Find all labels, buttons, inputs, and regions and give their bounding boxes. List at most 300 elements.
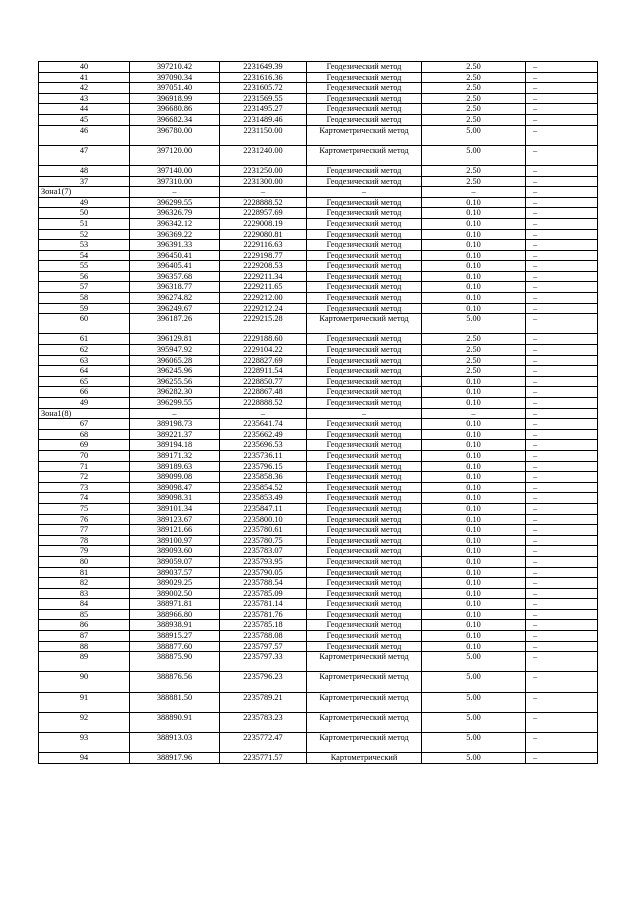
coordinates-table-sheet bbox=[38, 61, 597, 764]
method-cell: Геодезический метод bbox=[307, 197, 422, 208]
point-number-cell: 66 bbox=[39, 387, 130, 398]
y-coordinate-cell: 2235783.23 bbox=[220, 712, 307, 732]
table-row bbox=[39, 261, 598, 272]
method-cell: Геодезический метод bbox=[307, 609, 422, 620]
y-coordinate-cell: 2229080.81 bbox=[220, 229, 307, 240]
accuracy-cell: 2.50 bbox=[422, 72, 526, 83]
table-row bbox=[39, 692, 598, 712]
method-cell: Картометрический метод bbox=[307, 314, 422, 334]
point-number-cell: 49 bbox=[39, 398, 130, 409]
note-cell: – bbox=[526, 218, 598, 229]
y-coordinate-cell: 2228911.54 bbox=[220, 366, 307, 377]
note-cell: – bbox=[526, 535, 598, 546]
accuracy-cell: 0.10 bbox=[422, 525, 526, 536]
table-row bbox=[39, 93, 598, 104]
note-cell: – bbox=[526, 556, 598, 567]
table-row bbox=[39, 334, 598, 345]
table-row bbox=[39, 314, 598, 334]
method-cell: Геодезический метод bbox=[307, 250, 422, 261]
table-row bbox=[39, 208, 598, 219]
x-coordinate-cell: 389059.07 bbox=[130, 556, 220, 567]
note-cell: – bbox=[526, 282, 598, 293]
method-cell: Геодезический метод bbox=[307, 525, 422, 536]
table-row bbox=[39, 114, 598, 125]
accuracy-cell: 0.10 bbox=[422, 419, 526, 430]
accuracy-cell: 5.00 bbox=[422, 145, 526, 165]
method-cell: Геодезический метод bbox=[307, 114, 422, 125]
y-coordinate-cell: 2235793.95 bbox=[220, 556, 307, 567]
point-number-cell: 81 bbox=[39, 567, 130, 578]
point-number-cell: 88 bbox=[39, 641, 130, 652]
point-number-cell: 41 bbox=[39, 72, 130, 83]
x-coordinate-cell: 396357.68 bbox=[130, 271, 220, 282]
point-number-cell: 65 bbox=[39, 376, 130, 387]
method-cell: Картометрический метод bbox=[307, 652, 422, 672]
note-cell: – bbox=[526, 176, 598, 187]
table-row bbox=[39, 753, 598, 764]
coordinates-table bbox=[38, 61, 598, 764]
x-coordinate-cell: 396682.34 bbox=[130, 114, 220, 125]
note-cell: – bbox=[526, 609, 598, 620]
point-number-cell: 86 bbox=[39, 620, 130, 631]
y-coordinate-cell: 2235785.09 bbox=[220, 588, 307, 599]
point-number-cell: 52 bbox=[39, 229, 130, 240]
x-coordinate-cell: 388917.96 bbox=[130, 753, 220, 764]
point-number-cell: 37 bbox=[39, 176, 130, 187]
table-row bbox=[39, 83, 598, 94]
note-cell: – bbox=[526, 620, 598, 631]
accuracy-cell: 0.10 bbox=[422, 556, 526, 567]
table-row bbox=[39, 712, 598, 732]
y-coordinate-cell: 2228850.77 bbox=[220, 376, 307, 387]
zone-header-row bbox=[39, 408, 598, 419]
accuracy-cell: 0.10 bbox=[422, 503, 526, 514]
y-coordinate-cell: 2231649.39 bbox=[220, 62, 307, 73]
table-row bbox=[39, 588, 598, 599]
x-coordinate-cell: 389099.08 bbox=[130, 472, 220, 483]
y-coordinate-cell: 2228827.69 bbox=[220, 355, 307, 366]
point-number-cell: 93 bbox=[39, 733, 130, 753]
y-coordinate-cell: 2235800.10 bbox=[220, 514, 307, 525]
x-coordinate-cell: 389171.32 bbox=[130, 450, 220, 461]
accuracy-cell: 5.00 bbox=[422, 652, 526, 672]
accuracy-cell: 2.50 bbox=[422, 62, 526, 73]
y-coordinate-cell: 2229008.19 bbox=[220, 218, 307, 229]
method-cell: Геодезический метод bbox=[307, 387, 422, 398]
note-cell: – bbox=[526, 429, 598, 440]
accuracy-cell: 0.10 bbox=[422, 261, 526, 272]
point-number-cell: 58 bbox=[39, 293, 130, 304]
accuracy-cell: 0.10 bbox=[422, 250, 526, 261]
y-coordinate-cell: 2235847.11 bbox=[220, 503, 307, 514]
method-cell: Геодезический метод bbox=[307, 345, 422, 356]
point-number-cell: 44 bbox=[39, 104, 130, 115]
table-row bbox=[39, 355, 598, 366]
x-coordinate-cell: 389189.63 bbox=[130, 461, 220, 472]
accuracy-cell: 0.10 bbox=[422, 376, 526, 387]
point-number-cell: 79 bbox=[39, 546, 130, 557]
point-number-cell: 62 bbox=[39, 345, 130, 356]
point-number-cell: 71 bbox=[39, 461, 130, 472]
note-cell: – bbox=[526, 672, 598, 692]
x-coordinate-cell: 396326.79 bbox=[130, 208, 220, 219]
note-cell: – bbox=[526, 145, 598, 165]
point-number-cell: 67 bbox=[39, 419, 130, 430]
method-cell: Геодезический метод bbox=[307, 493, 422, 504]
x-coordinate-cell: 396299.55 bbox=[130, 398, 220, 409]
table-row bbox=[39, 62, 598, 73]
x-coordinate-cell: 388966.80 bbox=[130, 609, 220, 620]
method-cell: – bbox=[307, 187, 422, 198]
accuracy-cell: 0.10 bbox=[422, 218, 526, 229]
table-row bbox=[39, 514, 598, 525]
accuracy-cell: 0.10 bbox=[422, 197, 526, 208]
y-coordinate-cell: 2235797.33 bbox=[220, 652, 307, 672]
note-cell: – bbox=[526, 493, 598, 504]
note-cell: – bbox=[526, 733, 598, 753]
method-cell: Геодезический метод bbox=[307, 176, 422, 187]
point-number-cell: 92 bbox=[39, 712, 130, 732]
y-coordinate-cell: 2231495.27 bbox=[220, 104, 307, 115]
table-row bbox=[39, 567, 598, 578]
x-coordinate-cell: 389002.50 bbox=[130, 588, 220, 599]
note-cell: – bbox=[526, 314, 598, 334]
point-number-cell: 89 bbox=[39, 652, 130, 672]
point-number-cell: 64 bbox=[39, 366, 130, 377]
x-coordinate-cell: 388875.90 bbox=[130, 652, 220, 672]
table-row bbox=[39, 482, 598, 493]
table-row bbox=[39, 293, 598, 304]
x-coordinate-cell: 388915.27 bbox=[130, 631, 220, 642]
point-number-cell: 53 bbox=[39, 240, 130, 251]
note-cell: – bbox=[526, 303, 598, 314]
accuracy-cell: 5.00 bbox=[422, 125, 526, 145]
x-coordinate-cell: 388938.91 bbox=[130, 620, 220, 631]
point-number-cell: Зона1(7) bbox=[39, 187, 130, 198]
y-coordinate-cell: 2231240.00 bbox=[220, 145, 307, 165]
point-number-cell: 74 bbox=[39, 493, 130, 504]
point-number-cell: 75 bbox=[39, 503, 130, 514]
accuracy-cell: 0.10 bbox=[422, 282, 526, 293]
x-coordinate-cell: 388971.81 bbox=[130, 599, 220, 610]
table-row bbox=[39, 556, 598, 567]
accuracy-cell: 2.50 bbox=[422, 334, 526, 345]
accuracy-cell: 5.00 bbox=[422, 753, 526, 764]
table-row bbox=[39, 609, 598, 620]
accuracy-cell: 0.10 bbox=[422, 450, 526, 461]
x-coordinate-cell: 388913.03 bbox=[130, 733, 220, 753]
accuracy-cell: 0.10 bbox=[422, 620, 526, 631]
point-number-cell: 42 bbox=[39, 83, 130, 94]
y-coordinate-cell: 2231569.55 bbox=[220, 93, 307, 104]
accuracy-cell: 5.00 bbox=[422, 733, 526, 753]
table-row bbox=[39, 599, 598, 610]
note-cell: – bbox=[526, 366, 598, 377]
y-coordinate-cell: 2235796.23 bbox=[220, 672, 307, 692]
accuracy-cell: 0.10 bbox=[422, 482, 526, 493]
y-coordinate-cell: 2229211.65 bbox=[220, 282, 307, 293]
table-row bbox=[39, 419, 598, 430]
method-cell: Геодезический метод bbox=[307, 303, 422, 314]
y-coordinate-cell: 2235736.11 bbox=[220, 450, 307, 461]
table-row bbox=[39, 535, 598, 546]
method-cell: Геодезический метод bbox=[307, 398, 422, 409]
method-cell: Геодезический метод bbox=[307, 293, 422, 304]
x-coordinate-cell: 396249.67 bbox=[130, 303, 220, 314]
method-cell: Геодезический метод bbox=[307, 218, 422, 229]
x-coordinate-cell: 388877.60 bbox=[130, 641, 220, 652]
note-cell: – bbox=[526, 62, 598, 73]
note-cell: – bbox=[526, 578, 598, 589]
point-number-cell: 69 bbox=[39, 440, 130, 451]
method-cell: Картометрический метод bbox=[307, 733, 422, 753]
table-row bbox=[39, 303, 598, 314]
note-cell: – bbox=[526, 398, 598, 409]
accuracy-cell: 5.00 bbox=[422, 672, 526, 692]
y-coordinate-cell: 2235783.07 bbox=[220, 546, 307, 557]
y-coordinate-cell: 2235780.75 bbox=[220, 535, 307, 546]
x-coordinate-cell: 396780.00 bbox=[130, 125, 220, 145]
accuracy-cell: 0.10 bbox=[422, 271, 526, 282]
note-cell: – bbox=[526, 334, 598, 345]
coordinates-table-body bbox=[39, 62, 598, 764]
note-cell: – bbox=[526, 355, 598, 366]
method-cell: Геодезический метод bbox=[307, 440, 422, 451]
table-row bbox=[39, 240, 598, 251]
y-coordinate-cell: 2229208.53 bbox=[220, 261, 307, 272]
y-coordinate-cell: 2228957.69 bbox=[220, 208, 307, 219]
note-cell: – bbox=[526, 83, 598, 94]
table-row bbox=[39, 440, 598, 451]
accuracy-cell: 0.10 bbox=[422, 609, 526, 620]
x-coordinate-cell: – bbox=[130, 408, 220, 419]
method-cell: Геодезический метод bbox=[307, 355, 422, 366]
note-cell: – bbox=[526, 450, 598, 461]
method-cell: Геодезический метод bbox=[307, 556, 422, 567]
note-cell: – bbox=[526, 345, 598, 356]
point-number-cell: 55 bbox=[39, 261, 130, 272]
method-cell: Геодезический метод bbox=[307, 261, 422, 272]
method-cell: Геодезический метод bbox=[307, 588, 422, 599]
y-coordinate-cell: 2235641.74 bbox=[220, 419, 307, 430]
table-row bbox=[39, 672, 598, 692]
note-cell: – bbox=[526, 482, 598, 493]
note-cell: – bbox=[526, 240, 598, 251]
note-cell: – bbox=[526, 753, 598, 764]
x-coordinate-cell: 396342.12 bbox=[130, 218, 220, 229]
x-coordinate-cell: 389194.18 bbox=[130, 440, 220, 451]
note-cell: – bbox=[526, 419, 598, 430]
method-cell: Картометрический метод bbox=[307, 672, 422, 692]
y-coordinate-cell: 2228867.48 bbox=[220, 387, 307, 398]
note-cell: – bbox=[526, 525, 598, 536]
x-coordinate-cell: 396391.33 bbox=[130, 240, 220, 251]
accuracy-cell: 5.00 bbox=[422, 712, 526, 732]
accuracy-cell: 2.50 bbox=[422, 165, 526, 176]
table-row bbox=[39, 398, 598, 409]
y-coordinate-cell: 2235797.57 bbox=[220, 641, 307, 652]
accuracy-cell: 0.10 bbox=[422, 588, 526, 599]
method-cell: Геодезический метод bbox=[307, 472, 422, 483]
y-coordinate-cell: 2235854.52 bbox=[220, 482, 307, 493]
method-cell: Геодезический метод bbox=[307, 104, 422, 115]
method-cell: Геодезический метод bbox=[307, 334, 422, 345]
x-coordinate-cell: 396680.86 bbox=[130, 104, 220, 115]
method-cell: Геодезический метод bbox=[307, 229, 422, 240]
accuracy-cell: 0.10 bbox=[422, 461, 526, 472]
x-coordinate-cell: 389123.67 bbox=[130, 514, 220, 525]
x-coordinate-cell: 396318.77 bbox=[130, 282, 220, 293]
method-cell: Геодезический метод bbox=[307, 641, 422, 652]
method-cell: Геодезический метод bbox=[307, 482, 422, 493]
note-cell: – bbox=[526, 503, 598, 514]
y-coordinate-cell: 2229188.60 bbox=[220, 334, 307, 345]
point-number-cell: 61 bbox=[39, 334, 130, 345]
accuracy-cell: 0.10 bbox=[422, 303, 526, 314]
point-number-cell: 91 bbox=[39, 692, 130, 712]
table-row bbox=[39, 271, 598, 282]
x-coordinate-cell: 397090.34 bbox=[130, 72, 220, 83]
accuracy-cell: – bbox=[422, 408, 526, 419]
point-number-cell: 40 bbox=[39, 62, 130, 73]
x-coordinate-cell: 397051.40 bbox=[130, 83, 220, 94]
point-number-cell: 50 bbox=[39, 208, 130, 219]
accuracy-cell: 0.10 bbox=[422, 229, 526, 240]
note-cell: – bbox=[526, 652, 598, 672]
note-cell: – bbox=[526, 692, 598, 712]
y-coordinate-cell: 2235696.53 bbox=[220, 440, 307, 451]
y-coordinate-cell: 2235780.61 bbox=[220, 525, 307, 536]
point-number-cell: 87 bbox=[39, 631, 130, 642]
note-cell: – bbox=[526, 271, 598, 282]
accuracy-cell: 0.10 bbox=[422, 472, 526, 483]
method-cell: Картометрический метод bbox=[307, 145, 422, 165]
point-number-cell: 94 bbox=[39, 753, 130, 764]
note-cell: – bbox=[526, 567, 598, 578]
table-row bbox=[39, 176, 598, 187]
x-coordinate-cell: 389093.60 bbox=[130, 546, 220, 557]
point-number-cell: 56 bbox=[39, 271, 130, 282]
note-cell: – bbox=[526, 104, 598, 115]
x-coordinate-cell: 389029.25 bbox=[130, 578, 220, 589]
note-cell: – bbox=[526, 514, 598, 525]
point-number-cell: 48 bbox=[39, 165, 130, 176]
point-number-cell: 84 bbox=[39, 599, 130, 610]
method-cell: Геодезический метод bbox=[307, 83, 422, 94]
point-number-cell: 60 bbox=[39, 314, 130, 334]
note-cell: – bbox=[526, 261, 598, 272]
y-coordinate-cell: 2235785.18 bbox=[220, 620, 307, 631]
point-number-cell: 54 bbox=[39, 250, 130, 261]
method-cell: Картометрический метод bbox=[307, 125, 422, 145]
x-coordinate-cell: 396187.26 bbox=[130, 314, 220, 334]
x-coordinate-cell: 389198.73 bbox=[130, 419, 220, 430]
point-number-cell: 57 bbox=[39, 282, 130, 293]
point-number-cell: 72 bbox=[39, 472, 130, 483]
point-number-cell: 85 bbox=[39, 609, 130, 620]
y-coordinate-cell: 2229104.22 bbox=[220, 345, 307, 356]
y-coordinate-cell: 2229211.34 bbox=[220, 271, 307, 282]
point-number-cell: 51 bbox=[39, 218, 130, 229]
y-coordinate-cell: – bbox=[220, 187, 307, 198]
accuracy-cell: 0.10 bbox=[422, 398, 526, 409]
point-number-cell: 73 bbox=[39, 482, 130, 493]
table-row bbox=[39, 218, 598, 229]
y-coordinate-cell: 2231605.72 bbox=[220, 83, 307, 94]
y-coordinate-cell: 2235796.15 bbox=[220, 461, 307, 472]
method-cell: Геодезический метод bbox=[307, 240, 422, 251]
accuracy-cell: 0.10 bbox=[422, 567, 526, 578]
accuracy-cell: 0.10 bbox=[422, 240, 526, 251]
method-cell: Геодезический метод bbox=[307, 62, 422, 73]
method-cell: Геодезический метод bbox=[307, 546, 422, 557]
method-cell: Картометрический метод bbox=[307, 692, 422, 712]
table-row bbox=[39, 376, 598, 387]
method-cell: Геодезический метод bbox=[307, 72, 422, 83]
accuracy-cell: 0.10 bbox=[422, 535, 526, 546]
x-coordinate-cell: 396369.22 bbox=[130, 229, 220, 240]
note-cell: – bbox=[526, 93, 598, 104]
y-coordinate-cell: 2235772.47 bbox=[220, 733, 307, 753]
y-coordinate-cell: 2235771.57 bbox=[220, 753, 307, 764]
x-coordinate-cell: 389037.57 bbox=[130, 567, 220, 578]
note-cell: – bbox=[526, 387, 598, 398]
y-coordinate-cell: 2231300.00 bbox=[220, 176, 307, 187]
table-row bbox=[39, 525, 598, 536]
note-cell: – bbox=[526, 546, 598, 557]
accuracy-cell: – bbox=[422, 187, 526, 198]
table-row bbox=[39, 165, 598, 176]
accuracy-cell: 2.50 bbox=[422, 345, 526, 356]
table-row bbox=[39, 229, 598, 240]
x-coordinate-cell: 396405.41 bbox=[130, 261, 220, 272]
point-number-cell: Зона1(8) bbox=[39, 408, 130, 419]
y-coordinate-cell: 2228888.52 bbox=[220, 197, 307, 208]
point-number-cell: 45 bbox=[39, 114, 130, 125]
note-cell: – bbox=[526, 376, 598, 387]
method-cell: Геодезический метод bbox=[307, 93, 422, 104]
method-cell: Геодезический метод bbox=[307, 271, 422, 282]
method-cell: Геодезический метод bbox=[307, 514, 422, 525]
x-coordinate-cell: 397120.00 bbox=[130, 145, 220, 165]
table-row bbox=[39, 620, 598, 631]
y-coordinate-cell: 2229198.77 bbox=[220, 250, 307, 261]
y-coordinate-cell: 2229215.28 bbox=[220, 314, 307, 334]
table-row bbox=[39, 429, 598, 440]
y-coordinate-cell: 2231489.46 bbox=[220, 114, 307, 125]
x-coordinate-cell: 389121.66 bbox=[130, 525, 220, 536]
accuracy-cell: 0.10 bbox=[422, 599, 526, 610]
x-coordinate-cell: 388890.91 bbox=[130, 712, 220, 732]
y-coordinate-cell: 2231616.36 bbox=[220, 72, 307, 83]
method-cell: Геодезический метод bbox=[307, 165, 422, 176]
x-coordinate-cell: 396282.30 bbox=[130, 387, 220, 398]
table-row bbox=[39, 546, 598, 557]
x-coordinate-cell: 397140.00 bbox=[130, 165, 220, 176]
method-cell: Геодезический метод bbox=[307, 631, 422, 642]
accuracy-cell: 2.50 bbox=[422, 355, 526, 366]
accuracy-cell: 2.50 bbox=[422, 93, 526, 104]
x-coordinate-cell: 396450.41 bbox=[130, 250, 220, 261]
y-coordinate-cell: 2231150.00 bbox=[220, 125, 307, 145]
point-number-cell: 68 bbox=[39, 429, 130, 440]
y-coordinate-cell: 2235781.14 bbox=[220, 599, 307, 610]
x-coordinate-cell: 397210.42 bbox=[130, 62, 220, 73]
point-number-cell: 80 bbox=[39, 556, 130, 567]
table-row bbox=[39, 72, 598, 83]
method-cell: Геодезический метод bbox=[307, 599, 422, 610]
method-cell: Геодезический метод bbox=[307, 503, 422, 514]
